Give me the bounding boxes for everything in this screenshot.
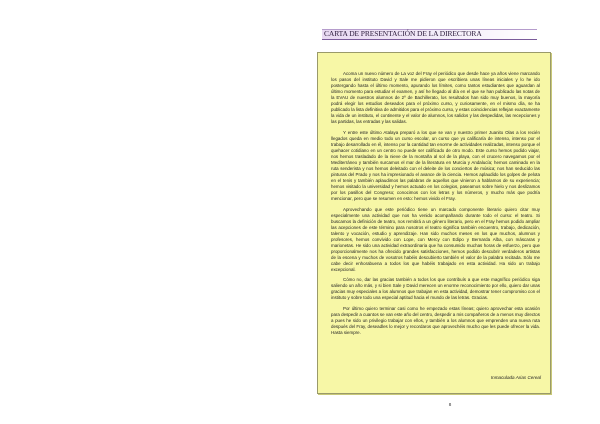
header-divider bbox=[322, 39, 537, 40]
letter-paragraph-5: Por último quiero terminar casi como he empezado estas líneas; quiero aprovechar esta ocasión para despedir a cuantos se van este año del centro, despedir a mis compañeros de a menos muy directos a pues he sido un privilegio trabajar con ellos, y también a los alumnos que emprenden una nueva ruta después del Fray, deseadles lo mejor y recordaros que aprovechéis mucho que les puede ofrecer la vida. Hasta siempre. bbox=[331, 305, 540, 335]
letter-signature: Inmaculada Arias Cereal bbox=[490, 375, 541, 380]
page-number: 8 bbox=[448, 402, 452, 407]
section-title: CARTA DE PRESENTACIÓN DE LA DIRECTORA bbox=[324, 29, 482, 38]
letter-body bbox=[331, 71, 540, 341]
letter-paragraph-2: Y entre este último Atalaya preparó a los que se van y nuestro primer Juanito Olas a los recién llegados queda en medio todo un curso escolar, un curso que yo calificaría de intenso, intenso por el trabajo desarrollado en él, intenso por la cantidad tan enorme de actividades realizadas, intenso porque el quehacer cotidiano en un centro no puede ser calificado de otro modo. Este curso hemos podido viajar, nos hemos trasladado de la nieve de la montaña al sol de la playa, con el crucero navegamos por el Mediterráneo y también surcamos el mar de la literatura en Murcia y Andalucía; hemos caminado en la ruta senderista y nos hemos deleitado con el deleite de los conciertos de música; nos han seducido las pinturas del Prado y nos ha impresionado el avance de la ciencia. Hemos aplaudido los golpes de pelota en el tenis y también aplaudimos las palabras de aquellos que vinieron a hablarnos de su experiencia; hemos visitado la universidad y hemos actuado en los colegios, paseamos sobre hielo y nos deslizamos por los pasillos del Congreso; conocimos con los letras y los números, y mucho más que podría mencionar, pero que se resumen en esto: hemos vivido el Fray. bbox=[331, 129, 540, 201]
letter-paragraph-4: Cómo no, dar las gracias también a todos los que contribuís a que este magnífico periódico siga saliendo un año más, y si bien Sale y David merecen un enorme reconocimiento por ello, quiero dar unas gracias muy especiales a los alumnos que trabajan en esta actividad, demostrar tener compromiso con el instituto y sobre todo una especial aptitud hacia el mundo de las letras. Gracias. bbox=[331, 277, 540, 301]
letter-paragraph-3: Aprovechando que este periódico tiene un marcado componente literario quiero citar muy especialmente una actividad que nos ha venido acompañando durante todo el curso: el teatro. Si buscamos la definición de teatro, nos remitirá a un género literario, pero en el Fray hemos podido ampliar las acepciones de este término para nosotros el teatro significa también encuentro, trabajo, dedicación, talento y vocación, estudio y aprendizaje. Han sido muchos meses en los que muchos, alumnos y profesores, hemos convivido con Lope, con Mercy con Edipo y Bernarda Alba, con máscaras y marionetas. He sido una actividad extraordinaria que ha consumido muchas horas de esfuerzo, pero que proporcionalmente nos ha ofrecido grandes satisfacciones, hemos podido descubrir verdaderos artistas de la escena y muchos de vosotros habéis descubierto también el valor de la palabra recitada. Sólo me cabe decir enhorabuena a todos los que habéis trabajado en esta actividad. Ha sido un trabajo excepcional. bbox=[331, 206, 540, 272]
letter-paragraph-1: Acoma un nuevo número de La voz del Fray el periódico que desde hace ya años viene marcando los pasos del instituto David y Sale me pidieron que escribiera unas líneas iniciales y lo he ido postergando hasta el último momento, apurando los límites, como tantos estudiantes que aguardan al último momento para estudiar el examen, y así he llegado al día en el que se han publicado las notas de la EVAU de nuestros alumnos de 2º de Bachillerato, los resultados han sido muy buenos, la mayoría podrá elegir los estudios deseados para el próximo curso, y curiosamente, en el mismo día, se ha publicado la lista definitiva de admitidos para el próximo curso, y estas coincidencias reflejan exactamente la vida de un instituto, el continente y el valor de alumnos, los salidos y las despedidas, las recepciones y las partidas, las entradas y las salidas. bbox=[331, 71, 540, 125]
